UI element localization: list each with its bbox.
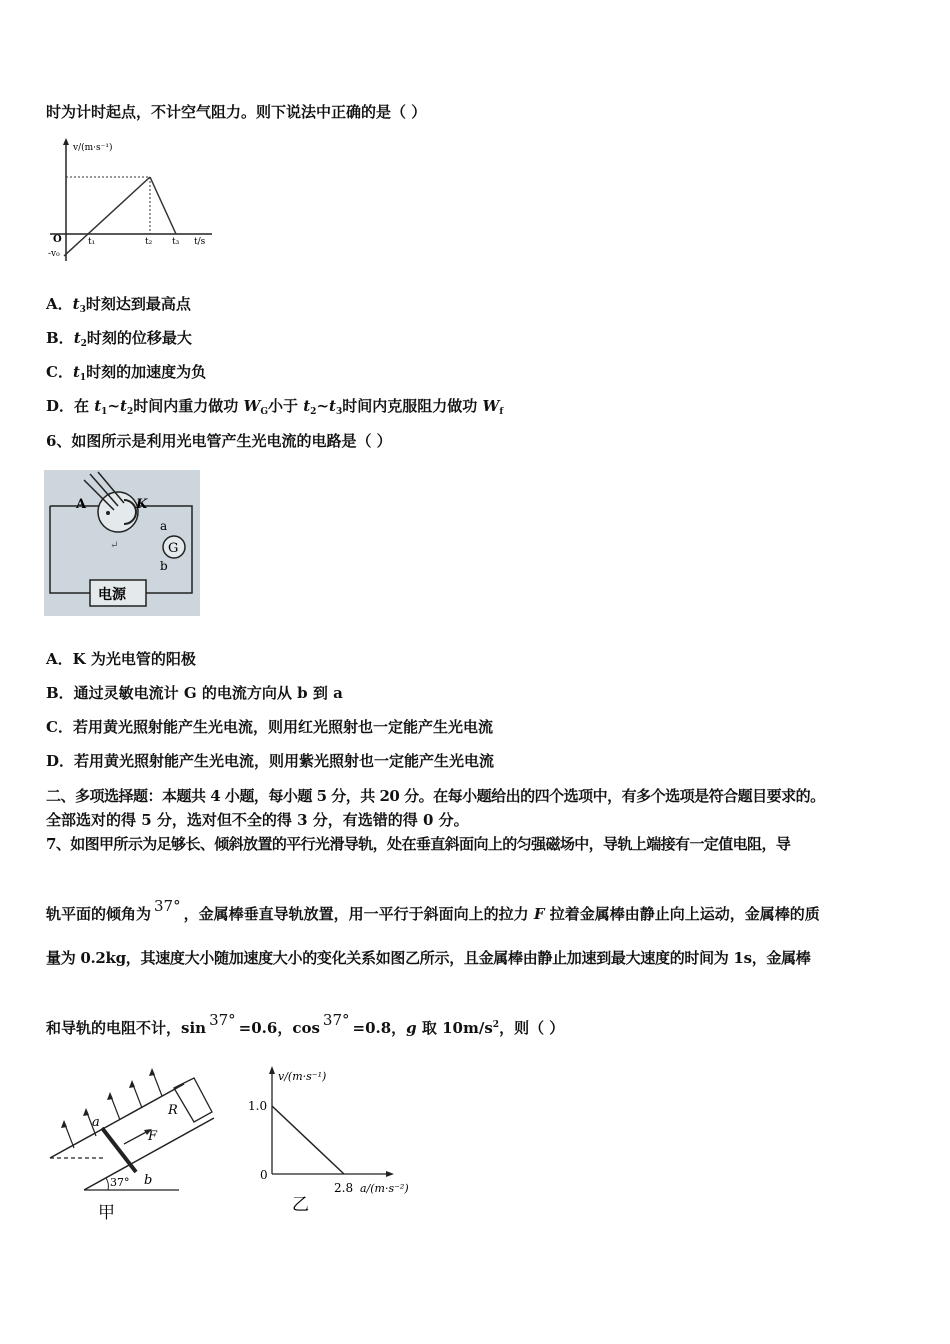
caption-jia: 甲 [98,1203,115,1223]
section2-line2: 全部选对的得 5 分，选对但不全的得 3 分，有选错的得 0 分。 [46,811,469,829]
q7-line2: 轨平面的倾角为 37° ，金属棒垂直导轨放置，用一平行于斜面向上的拉力 F 拉着金属棒由静止向上运动，金属棒的质 [46,897,820,923]
figure-jia [44,1066,224,1226]
va-v1: 1.0 [248,1099,268,1113]
q5-option-b: B．$t_2$时刻的位移最大 [46,329,192,349]
label-G: G [168,541,179,556]
label-source: 电源 [98,587,126,603]
vt-t2: t₂ [145,237,153,247]
vt-t3: t₃ [172,237,180,247]
q6-option-a: A．K 为光电管的阳极 [46,650,196,668]
question-intro: 时为计时起点，不计空气阻力。则下说法中正确的是（ ） [46,103,427,121]
vt-rise [64,177,150,256]
metal-rod [102,1128,136,1172]
q5-option-a: A．$t_3$时刻达到最高点 [46,295,191,315]
figure-yi [240,1064,440,1224]
section2-line1: 二、多项选择题：本题共 4 小题，每小题 5 分，共 20 分。在每小题给出的四个选项中，有多个选项是符合题目要求的。 [46,787,825,805]
caption-yi: 乙 [292,1195,309,1215]
q7-line4: 和导轨的电阻不计，sin 37° =0.6，cos 37° =0.8，g 取 $10m/s^2$，则（ ） [46,1011,565,1037]
q7-line1: 7、如图甲所示为足够长、倾斜放置的平行光滑导轨，处在垂直斜面向上的匀强磁场中，导轨上端接有一定值电阻，导 [46,835,791,853]
q6-option-c: C．若用黄光照射能产生光电流，则用红光照射也一定能产生光电流 [46,718,493,736]
va-a28: 2.8 [334,1181,354,1195]
q7-line3: 量为 0.2kg，其速度大小随加速度大小的变化关系如图乙所示，且金属棒由静止加速到最大速度的时间为 1s，金属棒 [46,949,811,967]
vt-neg-v0: -v₀ [48,249,60,259]
vt-origin: O [53,234,62,245]
label-a: a [92,1115,100,1130]
va-ylabel: v/(m·s⁻¹) [278,1070,327,1083]
vt-graph [44,138,219,263]
label-b: b [144,1173,153,1188]
label-angle: 37° [110,1176,130,1189]
photoelectric-circuit [44,470,200,616]
label-A: A [76,497,87,512]
va-xlabel: a/(m·s⁻²) [360,1182,409,1195]
q6-option-d: D．若用黄光照射能产生光电流，则用紫光照射也一定能产生光电流 [46,752,495,770]
label-K: K [136,497,148,512]
return-mark: ↵ [110,540,119,551]
q6-title: 6、如图所示是利用光电管产生光电流的电路是（ ） [46,432,392,450]
vt-xlabel: t/s [194,237,206,247]
photo-tube [98,492,138,532]
label-a: a [160,519,168,533]
label-F: F [148,1129,158,1144]
q5-option-c: C．$t_1$时刻的加速度为负 [46,363,207,383]
va-line [272,1106,344,1174]
vt-ylabel: v/(m·s⁻¹) [73,143,113,153]
q6-option-b: B．通过灵敏电流计 G 的电流方向从 b 到 a [46,684,343,702]
va-zero: 0 [260,1168,268,1182]
q5-option-d: D．在 $t_1\sim t_2$时间内重力做功 $W_G$小于 $t_2\sim t_3$时间内克服阻力做功 $W_f$ [46,397,504,417]
vt-fall [150,177,176,234]
label-R: R [168,1103,178,1118]
vt-t1: t₁ [88,237,96,247]
label-b: b [160,559,168,573]
